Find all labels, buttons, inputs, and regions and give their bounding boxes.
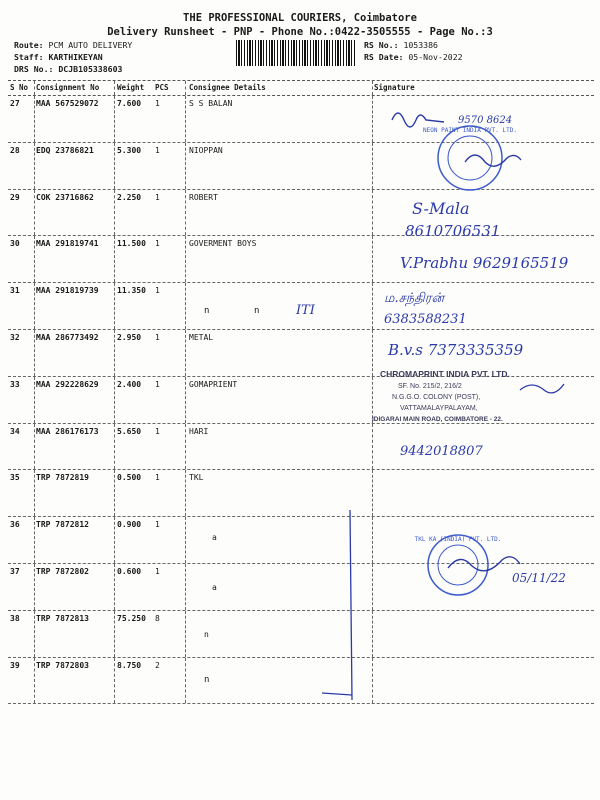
serial-number: 35 (10, 473, 20, 483)
serial-number: 32 (10, 332, 20, 342)
paint-seal-text: NEON PAINT INDIA PVT. LTD. (423, 127, 517, 134)
pieces-count: 1 (155, 379, 160, 389)
staff-info: Staff: KARTHIKEYAN (14, 52, 103, 62)
pieces-count: 1 (155, 192, 160, 202)
pieces-count: 1 (155, 332, 160, 342)
barcode (236, 40, 356, 66)
consignment-number: MAA 567529072 (36, 99, 99, 108)
serial-number: 27 (10, 99, 20, 108)
table-row (8, 424, 594, 471)
consignment-number: TRP 7872812 (36, 520, 89, 530)
weight-value: 8.750 (117, 660, 142, 670)
svg-text:IDIGARAI MAIN ROAD, COIMBATORE: IDIGARAI MAIN ROAD, COIMBATORE - 22. (372, 416, 503, 423)
serial-number: 38 (10, 613, 20, 623)
consignment-number: MAA 292228629 (36, 379, 99, 389)
svg-text:a: a (212, 533, 217, 542)
handwritten-tamil-name: ம.சந்திரன் (384, 291, 445, 306)
consignee-name: ROBERT (189, 192, 218, 202)
consignment-number: MAA 286176173 (36, 426, 99, 436)
weight-value: 75.250 (117, 613, 146, 623)
consignment-number: MAA 291819739 (36, 286, 99, 296)
weight-value: 0.900 (117, 520, 142, 530)
consignee-name: TKL (189, 473, 204, 483)
table-row (8, 517, 594, 564)
drs-info: DRS No.: DCJB105338603 (14, 64, 123, 74)
col-consignee: Consignee Details (189, 83, 266, 92)
weight-value: 2.250 (117, 192, 142, 202)
page-title: THE PROFESSIONAL COURIERS, Coimbatore (183, 12, 417, 24)
pieces-count: 8 (155, 613, 160, 623)
pieces-count: 1 (155, 566, 160, 576)
rs-date: RS Date: 05-Nov-2022 (364, 52, 463, 62)
weight-value: 11.350 (117, 286, 146, 296)
consignment-number: MAA 286773492 (36, 332, 99, 342)
handwritten-signature: B.v.s 7373335359 (388, 341, 524, 359)
handwritten-phone: 9570 8624 (458, 115, 513, 126)
pieces-count: 1 (155, 286, 160, 296)
svg-text:SF. No. 215/2, 216/2: SF. No. 215/2, 216/2 (398, 383, 462, 390)
consignment-number: TRP 7872819 (36, 473, 89, 483)
serial-number: 37 (10, 566, 20, 576)
consignment-number: TRP 7872813 (36, 613, 89, 623)
table-row (8, 96, 594, 143)
table-row (8, 658, 594, 705)
svg-text:VATTAMALAYPALAYAM,: VATTAMALAYPALAYAM, (400, 405, 478, 412)
pieces-count: 1 (155, 239, 160, 249)
weight-value: 2.950 (117, 332, 142, 342)
serial-number: 28 (10, 145, 20, 155)
serial-number: 33 (10, 379, 20, 389)
svg-text:n: n (254, 306, 260, 316)
table-row (8, 330, 594, 377)
table-row (8, 611, 594, 658)
weight-value: 5.650 (117, 426, 142, 436)
svg-text:n: n (204, 630, 209, 639)
pieces-count: 2 (155, 660, 160, 670)
pieces-count: 1 (155, 145, 160, 155)
col-sno: S No (10, 83, 29, 92)
consignment-number: COK 23716862 (36, 192, 94, 202)
handwritten-phone: 9442018807 (400, 444, 483, 459)
weight-value: 5.300 (117, 145, 142, 155)
svg-text:N.G.G.O. COLONY (POST),: N.G.G.O. COLONY (POST), (392, 394, 481, 401)
table-row (8, 564, 594, 611)
table-header (8, 80, 594, 96)
consignment-number: EDQ 23786821 (36, 145, 94, 155)
handwritten-phone: 8610706531 (405, 222, 501, 240)
svg-text:n: n (204, 675, 210, 685)
table-row (8, 283, 594, 330)
runsheet-table (8, 80, 594, 704)
page-subtitle: Delivery Runsheet - PNP - Phone No.:0422-3505555 - Page No.:3 (107, 26, 493, 38)
table-row (8, 377, 594, 424)
consignee-name: METAL (189, 332, 214, 342)
pieces-count: 1 (155, 520, 160, 530)
route-info: Route: PCM AUTO DELIVERY (14, 40, 133, 50)
consignee-name: NIOPPAN (189, 145, 223, 155)
handwritten-signature: V.Prabhu 9629165519 (400, 254, 569, 272)
serial-number: 31 (10, 286, 20, 296)
col-consignment: Consignment No (36, 83, 100, 92)
consignment-number: TRP 7872802 (36, 566, 89, 576)
handwritten-phone: 6383588231 (384, 312, 467, 327)
svg-text:a: a (212, 583, 217, 592)
col-pcs: PCS (155, 83, 169, 92)
table-row (8, 236, 594, 283)
pieces-count: 1 (155, 99, 160, 108)
serial-number: 39 (10, 660, 20, 670)
serial-number: 29 (10, 192, 20, 202)
serial-number: 34 (10, 426, 20, 436)
pieces-count: 1 (155, 473, 160, 483)
pieces-count: 1 (155, 426, 160, 436)
col-weight: Weight (117, 83, 145, 92)
weight-value: 2.400 (117, 379, 142, 389)
consignee-name: S S BALAN (189, 99, 233, 108)
serial-number: 36 (10, 520, 20, 530)
tkl-seal-text: TKL KA (INDIA) PVT. LTD. (414, 536, 502, 543)
consignment-number: TRP 7872803 (36, 660, 89, 670)
consignee-name: HARI (189, 426, 209, 436)
table-row (8, 470, 594, 517)
consignee-name: GOVERMENT BOYS (189, 239, 257, 249)
table-row (8, 190, 594, 237)
rs-number: RS No.: 1053386 (364, 40, 438, 50)
weight-value: 0.500 (117, 473, 142, 483)
weight-value: 0.600 (117, 566, 142, 576)
consignee-name: GOMAPRIENT (189, 379, 238, 389)
col-signature: Signature (374, 83, 415, 92)
svg-text:n: n (204, 306, 210, 316)
weight-value: 7.600 (117, 99, 142, 108)
chromaprint-stamp: CHROMAPRINT INDIA PVT. LTD. (380, 369, 510, 379)
consignment-number: MAA 291819741 (36, 239, 99, 249)
serial-number: 30 (10, 239, 20, 249)
table-row (8, 143, 594, 190)
handwritten-name: S-Mala (412, 199, 470, 218)
handwritten-date: 05/11/22 (512, 571, 566, 585)
weight-value: 11.500 (117, 239, 146, 249)
handwritten-note: ITI (296, 303, 315, 318)
